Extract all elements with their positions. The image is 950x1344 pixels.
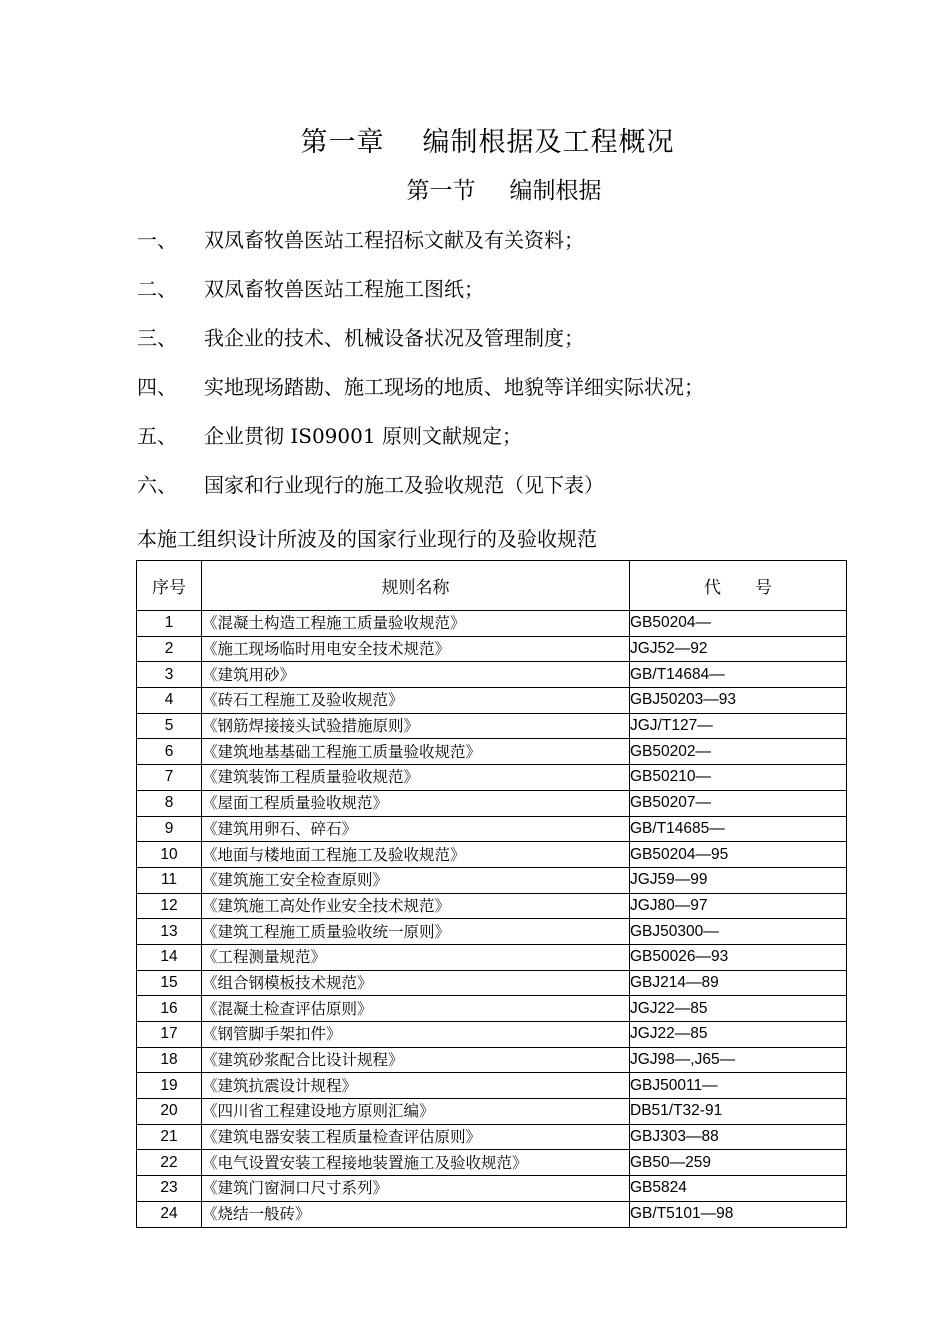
row-number: 17 xyxy=(137,1022,202,1048)
basis-item xyxy=(137,273,897,322)
table-row xyxy=(137,611,847,637)
row-number: 3 xyxy=(137,662,202,688)
standard-code: GBJ50300— xyxy=(630,919,847,945)
standard-name: 《施工现场临时用电安全技术规范》 xyxy=(202,636,630,662)
basis-text: 我企业的技术、机械设备状况及管理制度； xyxy=(204,326,584,350)
standard-name: 《电气设置安装工程接地装置施工及验收规范》 xyxy=(202,1150,630,1176)
row-number: 6 xyxy=(137,739,202,765)
standard-code: GB50026—93 xyxy=(630,944,847,970)
section-number: 第一节 xyxy=(406,178,476,204)
basis-number: 五、 xyxy=(137,424,177,448)
standard-code: GB50204—95 xyxy=(630,842,847,868)
standard-code: GBJ50203—93 xyxy=(630,688,847,714)
standard-name: 《建筑施工安全检查原则》 xyxy=(202,867,630,893)
basis-item xyxy=(137,420,897,469)
row-number: 15 xyxy=(137,970,202,996)
row-number: 19 xyxy=(137,1073,202,1099)
basis-number: 三、 xyxy=(137,326,177,350)
standard-name: 《地面与楼地面工程施工及验收规范》 xyxy=(202,842,630,868)
table-row xyxy=(137,996,847,1022)
row-number: 1 xyxy=(137,611,202,637)
standard-code: JGJ98—,J65— xyxy=(630,1047,847,1073)
chapter-heading: 编制根据及工程概况 xyxy=(422,127,675,158)
standard-code: JGJ22—85 xyxy=(630,1022,847,1048)
table-row xyxy=(137,1201,847,1227)
standard-code: GBJ303—88 xyxy=(630,1124,847,1150)
table-header-row xyxy=(137,561,847,611)
standard-name: 《建筑装饰工程质量验收规范》 xyxy=(202,765,630,791)
standard-code: GBJ214—89 xyxy=(630,970,847,996)
standards-table xyxy=(136,560,847,1228)
standard-name: 《组合钢模板技术规范》 xyxy=(202,970,630,996)
header-name: 规则名称 xyxy=(202,561,630,611)
standard-name: 《建筑用卵石、碎石》 xyxy=(202,816,630,842)
standard-name: 《建筑施工高处作业安全技术规范》 xyxy=(202,893,630,919)
table-row xyxy=(137,662,847,688)
basis-item xyxy=(137,322,897,371)
table-row xyxy=(137,1124,847,1150)
basis-text: 实地现场踏勘、施工现场的地质、地貌等详细实际状况； xyxy=(204,375,704,399)
standard-name: 《建筑砂浆配合比设计规程》 xyxy=(202,1047,630,1073)
header-number: 序号 xyxy=(137,561,202,611)
table-caption: 本施工组织设计所波及的国家行业现行的及验收规范 xyxy=(137,527,597,551)
standard-name: 《工程测量规范》 xyxy=(202,944,630,970)
standard-code: JGJ22—85 xyxy=(630,996,847,1022)
table-row xyxy=(137,1047,847,1073)
table-row xyxy=(137,688,847,714)
chapter-number: 第一章 xyxy=(300,127,385,158)
standard-name: 《建筑门窗洞口尺寸系列》 xyxy=(202,1176,630,1202)
row-number: 2 xyxy=(137,636,202,662)
section-heading: 编制根据 xyxy=(509,178,602,204)
standard-name: 《屋面工程质量验收规范》 xyxy=(202,790,630,816)
standard-code: GB50—259 xyxy=(630,1150,847,1176)
standard-name: 《混凝土构造工程施工质量验收规范》 xyxy=(202,611,630,637)
standard-name: 《烧结一般砖》 xyxy=(202,1201,630,1227)
row-number: 12 xyxy=(137,893,202,919)
chapter-title xyxy=(0,120,950,159)
row-number: 8 xyxy=(137,790,202,816)
table-row xyxy=(137,739,847,765)
standard-code: JGJ52—92 xyxy=(630,636,847,662)
row-number: 14 xyxy=(137,944,202,970)
standard-name: 《钢管脚手架扣件》 xyxy=(202,1022,630,1048)
table-row xyxy=(137,1099,847,1125)
basis-item xyxy=(137,469,897,518)
standard-code: GB50207— xyxy=(630,790,847,816)
basis-list xyxy=(137,224,897,518)
table-row xyxy=(137,1073,847,1099)
standard-code: GB/T5101—98 xyxy=(630,1201,847,1227)
standard-name: 《砖石工程施工及验收规范》 xyxy=(202,688,630,714)
table-row xyxy=(137,919,847,945)
table-row xyxy=(137,867,847,893)
standard-code: GB50210— xyxy=(630,765,847,791)
row-number: 9 xyxy=(137,816,202,842)
standard-name: 《建筑抗震设计规程》 xyxy=(202,1073,630,1099)
header-code: 代 号 xyxy=(630,561,847,611)
basis-number: 一、 xyxy=(137,228,177,252)
table-row xyxy=(137,970,847,996)
standard-name: 《建筑工程施工质量验收统一原则》 xyxy=(202,919,630,945)
standard-name: 《建筑用砂》 xyxy=(202,662,630,688)
standard-name: 《建筑电器安装工程质量检查评估原则》 xyxy=(202,1124,630,1150)
row-number: 23 xyxy=(137,1176,202,1202)
row-number: 21 xyxy=(137,1124,202,1150)
standard-code: GB50202— xyxy=(630,739,847,765)
standard-code: DB51/T32-91 xyxy=(630,1099,847,1125)
basis-item xyxy=(137,224,897,273)
section-title xyxy=(0,172,950,205)
table-row xyxy=(137,1150,847,1176)
standard-code: GB5824 xyxy=(630,1176,847,1202)
basis-text: 双凤畜牧兽医站工程招标文献及有关资料； xyxy=(204,228,584,252)
standard-name: 《混凝土检查评估原则》 xyxy=(202,996,630,1022)
basis-text: 国家和行业现行的施工及验收规范（见下表） xyxy=(204,473,604,497)
table-row xyxy=(137,1022,847,1048)
table-row xyxy=(137,944,847,970)
standard-name: 《建筑地基基础工程施工质量验收规范》 xyxy=(202,739,630,765)
table-row xyxy=(137,816,847,842)
standard-code: JGJ/T127— xyxy=(630,713,847,739)
basis-number: 二、 xyxy=(137,277,177,301)
standard-code: JGJ59—99 xyxy=(630,867,847,893)
table-row xyxy=(137,790,847,816)
row-number: 24 xyxy=(137,1201,202,1227)
row-number: 13 xyxy=(137,919,202,945)
standard-name: 《四川省工程建设地方原则汇编》 xyxy=(202,1099,630,1125)
row-number: 7 xyxy=(137,765,202,791)
table-row xyxy=(137,893,847,919)
basis-number: 四、 xyxy=(137,375,177,399)
basis-number: 六、 xyxy=(137,473,177,497)
row-number: 4 xyxy=(137,688,202,714)
row-number: 10 xyxy=(137,842,202,868)
standard-code: GB/T14684— xyxy=(630,662,847,688)
row-number: 16 xyxy=(137,996,202,1022)
table-row xyxy=(137,842,847,868)
standard-code: JGJ80—97 xyxy=(630,893,847,919)
standard-code: GBJ50011— xyxy=(630,1073,847,1099)
row-number: 5 xyxy=(137,713,202,739)
row-number: 22 xyxy=(137,1150,202,1176)
basis-text: 双凤畜牧兽医站工程施工图纸； xyxy=(204,277,484,301)
basis-item xyxy=(137,371,897,420)
table-row xyxy=(137,713,847,739)
standard-code: GB50204— xyxy=(630,611,847,637)
row-number: 20 xyxy=(137,1099,202,1125)
row-number: 18 xyxy=(137,1047,202,1073)
basis-text: 企业贯彻 IS09001 原则文献规定； xyxy=(204,424,522,448)
standard-code: GB/T14685— xyxy=(630,816,847,842)
standard-name: 《钢筋焊接接头试验措施原则》 xyxy=(202,713,630,739)
table-row xyxy=(137,1176,847,1202)
table-row xyxy=(137,636,847,662)
table-body xyxy=(137,611,847,1228)
row-number: 11 xyxy=(137,867,202,893)
table-row xyxy=(137,765,847,791)
